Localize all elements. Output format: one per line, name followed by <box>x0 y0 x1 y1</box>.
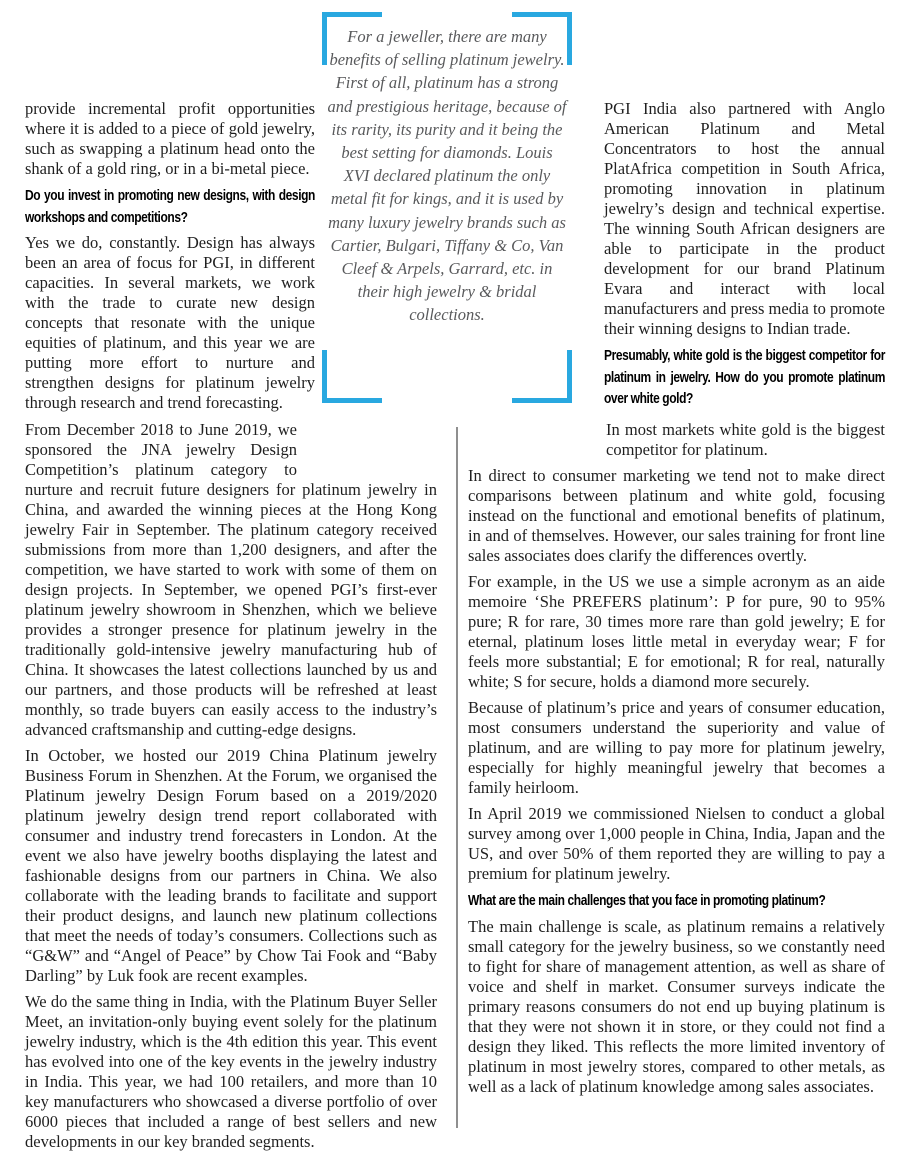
para-lead-continuation: provide incremental profit opportunities where it is added to a piece of gold jewelry, such as swapping a platinum head onto the shank of a gold ring, or in a bi-metal piece. <box>25 99 315 178</box>
para-jna-competition: From December 2018 to June 2019, we sponsored the JNA jewelry Design Competition’s platinum category to nurture and recruit future designers for platinum jewelry in China, and awarded the winning pieces at the Hong Kong jewelry Fair in September. The platinum category received submissions from more than 1,200 designers, and after the competition, we have started to work with some of them on design projects. In September, we opened PGI’s first-ever platinum jewelry showroom in Shenzhen, which we believe provides a stronger presence for platinum jewelry in the traditionally gold-intensive jewelry manufacturing hub of China. It showcases the latest collections launched by us and our partners, and those products will be refreshed at least monthly, so trade buyers can easily access to the industry’s advanced craftsmanship and cutting-edge designs. <box>25 420 437 739</box>
question-main-challenges: What are the main challenges that you face in promoting platinum? <box>468 892 826 909</box>
para-consumer-marketing: In direct to consumer marketing we tend not to make direct comparisons between platinum and white gold, focusing instead on the functional and emotional benefits of platinum, in and of themselves. However, our sales training for front line sales associates does clarify the differences overtly. <box>468 466 885 565</box>
para-india-buyer-seller: We do the same thing in India, with the Platinum Buyer Seller Meet, an invitation-only buying event solely for the platinum jewelry industry, which is the 4th edition this year. This event has evolved into one of the key events in the jewelry industry in India. This year, we had 100 retailers, and more than 10 key manufacturers who showcased a diverse portfolio of over 6000 pieces that included a range of best sellers and new developments in our key branded segments. <box>25 992 437 1151</box>
para-pgi-india: PGI India also partnered with Anglo American Platinum and Metal Concentrators to host the annual PlatAfrica competition in South Africa, promoting innovation in platinum jewelry’s design and technical expertise. The winning South African designers are able to participate in the product development for our brand Platinum Evara and interact with local manufacturers and press media to promote their winning designs to Indian trade. <box>604 99 885 338</box>
para-white-gold-competitor: In most markets white gold is the biggest competitor for platinum. <box>468 420 885 460</box>
para-business-forum: In October, we hosted our 2019 China Platinum jewelry Business Forum in Shenzhen. At the Forum, we organised the Platinum jewelry Design Forum based on a 2019/2020 platinum jewelry design trend report collaborated with consumer and industry trend forecasters in London. At the event we also have jewelry booths displaying the latest and fashionable designs from our partners in China. We also collaborate with the leading brands to facilitate and support their product designs, and launch new platinum collections that meet the needs of today’s consumers. Collections such as “G&W” and “Angel of Peace” by Chow Tai Fook and “Baby Darling” by Luk fook are recent examples. <box>25 746 437 985</box>
question-white-gold: Presumably, white gold is the biggest competitor for platinum in jewelry. How do you promote platinum over white gold? <box>604 347 885 407</box>
para-consumer-education: Because of platinum’s price and years of consumer education, most consumers understand the superiority and value of platinum, and are willing to pay more for platinum jewelry, especially for highly meaningful jewelry that becomes a family heirloom. <box>468 698 885 797</box>
pullquote-wrap-spacer <box>468 420 606 442</box>
corner-bracket-bottom-right-icon <box>512 350 572 403</box>
question-new-designs: Do you invest in promoting new designs, with design workshops and competitions? <box>25 187 315 226</box>
pull-quote: For a jeweller, there are many benefits of selling platinum jewelry. First of all, platinum has a strong and prestigious heritage, because of its rarity, its purity and it being the best setting for diamonds. Louis XVI declared platinum the only metal fit for kings, and it is used by many luxury jewelry brands such as Cartier, Bulgari, Tiffany & Co, Van Cleef & Arpels, Garrard, etc. in their high jewelry & bridal collections. <box>327 27 567 325</box>
para-nielsen-survey: In April 2019 we commissioned Nielsen to conduct a global survey among over 1,000 people in China, India, Japan and the US, and over 50% of them reported they are willing to pay a premium for platinum jewelry. <box>468 804 885 883</box>
bottom-right-column <box>468 420 885 1103</box>
bottom-left-column <box>25 420 437 1158</box>
top-left-column <box>25 99 315 419</box>
top-right-column <box>604 99 885 415</box>
corner-bracket-bottom-left-icon <box>322 350 382 403</box>
para-design-answer: Yes we do, constantly. Design has always been an area of focus for PGI, in different capacities. In several markets, we work with the trade to curate new design concepts that resonate with the unique equities of platinum, and this year we are putting more effort to nurture and strengthen designs for platinum jewelry through research and trend forecasting. <box>25 233 315 412</box>
pullquote-wrap-spacer <box>297 420 437 461</box>
column-divider <box>456 427 458 1128</box>
para-she-prefers-acronym: For example, in the US we use a simple acronym as an aide memoire ‘She PREFERS platinum’: P for pure, 90 to 95% pure; R for rare, 30 times more rare than gold jewelry; E for eternal, platinum loses little metal in everyday wear; F for feels more substantial; E for emotional; R for real, naturally white; S for secure, holds a diamond more securely. <box>468 572 885 691</box>
para-main-challenge: The main challenge is scale, as platinum remains a relatively small category for the jewelry business, so we constantly need to fight for share of management attention, as well as share of voice and shelf in market. Consumer surveys indicate the primary reasons consumers do not end up buying platinum is that they were not shown it in store, or they could not find a design they liked. This reflects the more limited inventory of platinum in most jewelry stores, compared to other metals, as well as a lack of platinum knowledge among sales associates. <box>468 916 885 1096</box>
